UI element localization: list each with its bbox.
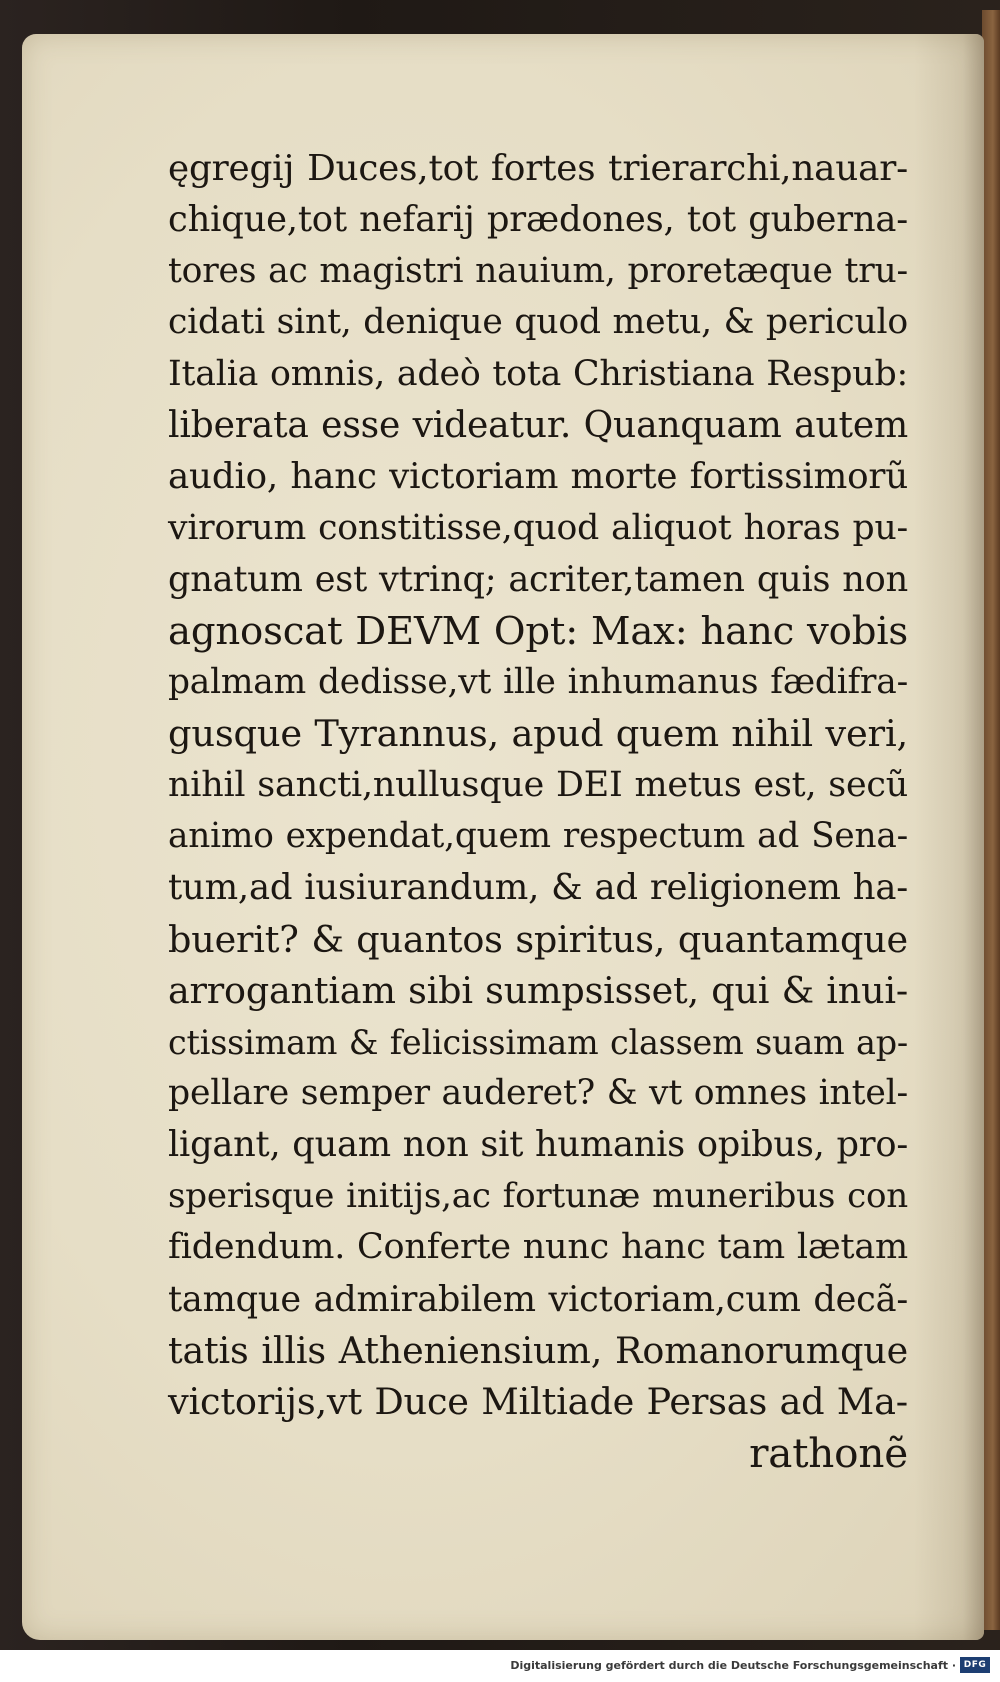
text-line: tores ac magistri nauium, proretæque tru- [168,250,908,291]
dfg-logo: DFG [960,1657,990,1673]
text-line: cidati sint, denique quod metu, & periculo [168,302,908,343]
catchword: rathonẽ [749,1428,908,1477]
text-line: fidendum. Conferte nunc hanc tam lætam [168,1227,908,1268]
text-line: pellare semper auderet? & vt omnes intel- [168,1073,908,1114]
text-line: arrogantiam sibi sumpsisset, qui & inui- [168,969,908,1013]
text-line: virorum constitisse,quod aliquot horas pu- [168,507,908,548]
text-line: Italia omnis, adeò tota Christiana Respub: [168,353,908,394]
text-line: palmam dedisse,vt ille inhumanus fædifra- [168,661,908,702]
text-line: audio, hanc victoriam morte fortissimorũ [168,456,908,498]
book-edge [982,10,1000,1630]
text-line: chique,tot nefarij prædones, tot guberna- [168,199,908,241]
text-line: tamque admirabilem victoriam,cum decã- [168,1278,908,1320]
text-line: liberata esse videatur. Quanquam autem [168,403,908,446]
text-line: agnoscat DEVM Opt: Max: hanc vobis [168,608,908,654]
text-line: gusque Tyrannus, apud quem nihil veri, [168,712,908,756]
text-line: ligant, quam non sit humanis opibus, pro- [168,1124,908,1166]
page-text [168,143,908,1479]
text-line: buerit? & quantos spiritus, quantamque [168,917,908,961]
text-line: victorijs,vt Duce Miltiade Persas ad Ma- [168,1380,908,1424]
text-line: animo expendat,quem respectum ad Sena- [168,816,908,857]
text-line: gnatum est vtrinq; acriter,tamen quis non [168,559,908,601]
text-line: nihil sancti,nullusque DEI metus est, secũ [168,764,908,805]
funding-credit: Digitalisierung gefördert durch die Deutsche Forschungsgemeinschaft · [510,1659,956,1672]
text-line: ęgregij Duces,tot fortes trierarchi,nauar- [168,148,908,189]
text-line: ctissimam & felicissimam classem suam ap- [168,1022,908,1062]
footer-bar [0,1650,1000,1682]
text-line: tatis illis Atheniensium, Romanorumque [168,1328,908,1372]
text-line: sperisque initijs,ac fortunæ muneribus con [168,1175,908,1216]
text-line: tum,ad iusiurandum, & ad religionem ha- [168,867,908,909]
